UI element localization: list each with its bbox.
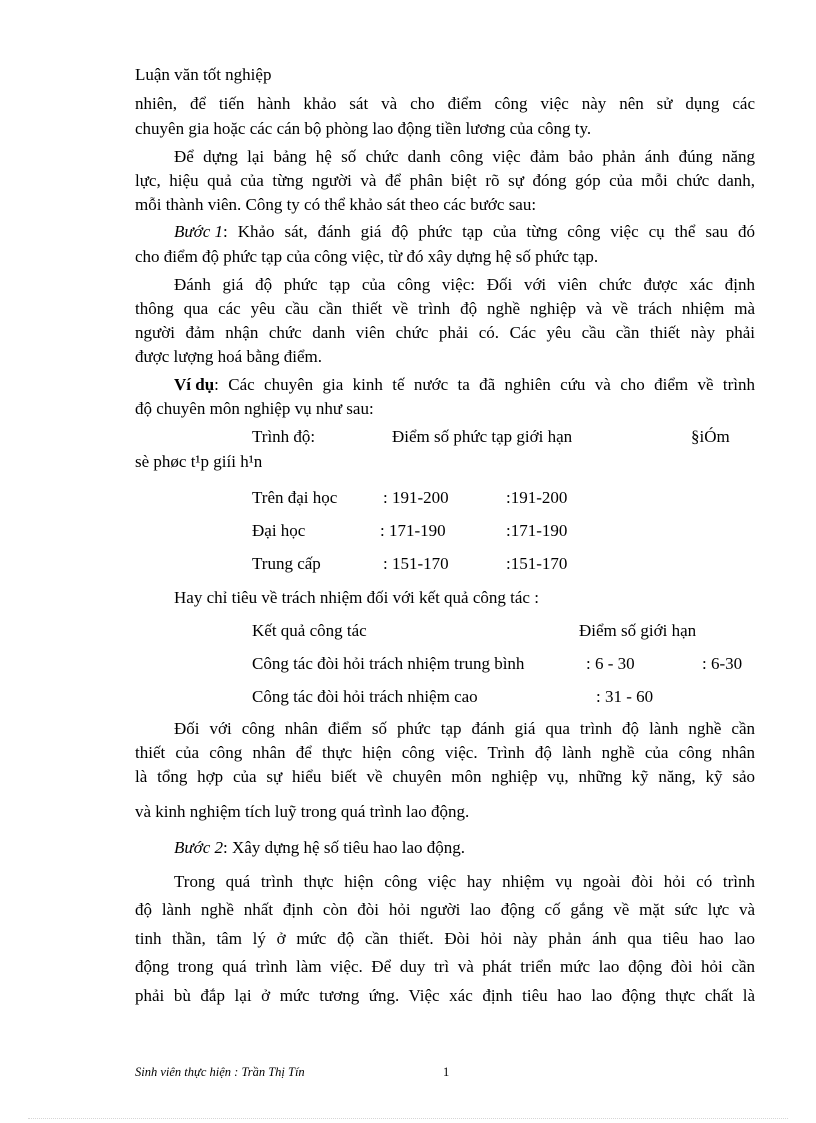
example-label: Ví dụ: [174, 375, 215, 394]
page-bottom-divider: [28, 1118, 788, 1119]
step-1-label: Bước 1: [174, 222, 224, 241]
paragraph-5-line-2: độ lành nghề nhất định còn đòi hỏi người lao động cố gắng về mặt sức lực và: [135, 900, 755, 919]
example-line-2: độ chuyên môn nghiệp vụ như sau:: [135, 399, 374, 418]
responsibility-intro: Hay chỉ tiêu về trách nhiệm đối với kết quả công tác :: [174, 588, 539, 607]
table2-header-result: Kết quả công tác: [252, 621, 367, 640]
step-2-line: [174, 838, 465, 858]
table1-header-garbled-b: sè phøc t¹p giíi h¹n: [135, 452, 263, 471]
paragraph-2-line-1: Để dựng lại bảng hệ số chức danh công việc đảm bảo phản ánh đúng năng: [174, 147, 755, 166]
paragraph-3-line-4: được lượng hoá bằng điểm.: [135, 347, 323, 366]
table1-row-range: : 171-190: [380, 521, 446, 540]
table1-header-level: Trình độ:: [252, 427, 316, 446]
paragraph-5-line-1: Trong quá trình thực hiện công việc hay nhiệm vụ ngoài đòi hỏi có trình: [174, 872, 755, 891]
table2-row-result: Công tác đòi hỏi trách nhiệm trung bình: [252, 654, 525, 673]
paragraph-1-line-2: chuyên gia hoặc các cán bộ phòng lao động tiền lương của công ty.: [135, 119, 592, 138]
document-header-title: Luận văn tốt nghiệp: [135, 65, 272, 84]
paragraph-3-line-2: thông qua các yêu cầu cần thiết về trình độ nghề nghiệp và về trách nhiệm mà: [135, 299, 755, 318]
table1-row-range: : 191-200: [383, 488, 449, 507]
paragraph-4-line-1: Đối với công nhân điểm số phức tạp đánh giá qua trình độ lành nghề cần: [174, 719, 755, 738]
table2-row-result: Công tác đòi hỏi trách nhiệm cao: [252, 687, 478, 706]
table1-row-range-2: :151-170: [506, 554, 568, 573]
table2-header-score: Điểm số giới hạn: [579, 621, 697, 640]
table1-row-range-2: :191-200: [506, 488, 568, 507]
step-2-label: Bước 2: [174, 838, 224, 857]
paragraph-5-line-4: động trong quá trình làm việc. Để duy trì và phát triển mức lao động đòi hỏi cần: [135, 957, 755, 976]
table2-row-range: : 6 - 30: [586, 654, 635, 673]
paragraph-2-line-2: lực, hiệu quả của từng người và để phân biệt rõ sự đóng góp của mỗi chức danh,: [135, 171, 755, 190]
paragraph-5-line-3: tinh thần, tâm lý ở mức độ cần thiết. Đòi hỏi này phản ánh qua tiêu hao lao: [135, 929, 755, 948]
table1-row-level: Đại học: [252, 521, 306, 540]
paragraph-4-line-4: và kinh nghiệm tích luỹ trong quá trình lao động.: [135, 802, 470, 821]
table1-header-garbled-a: §iÓm: [691, 427, 730, 446]
table1-row-level: Trung cấp: [252, 554, 321, 573]
step-2-text: : Xây dựng hệ số tiêu hao lao động.: [223, 838, 466, 857]
table1-row-level: Trên đại học: [252, 488, 338, 507]
table2-row-range: : 31 - 60: [596, 687, 654, 706]
table1-row-range: : 151-170: [383, 554, 449, 573]
example-text: : Các chuyên gia kinh tế nước ta đã nghiên cứu và cho điểm về trình: [214, 375, 755, 394]
paragraph-3-line-3: người đảm nhận chức danh viên chức phải có. Các yêu cầu cần thiết này phải: [135, 323, 755, 342]
table1-row-range-2: :171-190: [506, 521, 568, 540]
paragraph-3-line-1: Đánh giá độ phức tạp của công việc: Đối với viên chức được xác định: [174, 275, 755, 294]
paragraph-2-line-3: mỗi thành viên. Công ty có thể khảo sát theo các bước sau:: [135, 195, 537, 214]
footer-author: Sinh viên thực hiện : Trần Thị Tín: [135, 1065, 305, 1079]
step-1-line-2: cho điểm độ phức tạp của công việc, từ đó xây dựng hệ số phức tạp.: [135, 247, 599, 266]
table2-row-range-2: : 6-30: [702, 654, 743, 673]
step-1-text: : Khảo sát, đánh giá độ phức tạp của từng công việc cụ thể sau đó: [223, 222, 755, 241]
table1-header-score: Điểm số phức tạp giới hạn: [392, 427, 573, 446]
footer-page-number: 1: [443, 1065, 450, 1079]
example-line-1: [174, 375, 755, 395]
step-1-line-1: [174, 222, 755, 242]
paragraph-4-line-3: là tổng hợp của sự hiểu biết về chuyên môn nghiệp vụ, những kỹ năng, kỹ sảo: [135, 767, 755, 786]
paragraph-4-line-2: thiết của công nhân để thực hiện công việc. Trình độ lành nghề của công nhân: [135, 743, 755, 762]
paragraph-1-line-1: nhiên, để tiến hành khảo sát và cho điểm công việc này nên sử dụng các: [135, 94, 755, 113]
paragraph-5-line-5: phải bù đắp lại ở mức tương ứng. Việc xác định tiêu hao lao động thực chất là: [135, 986, 755, 1005]
